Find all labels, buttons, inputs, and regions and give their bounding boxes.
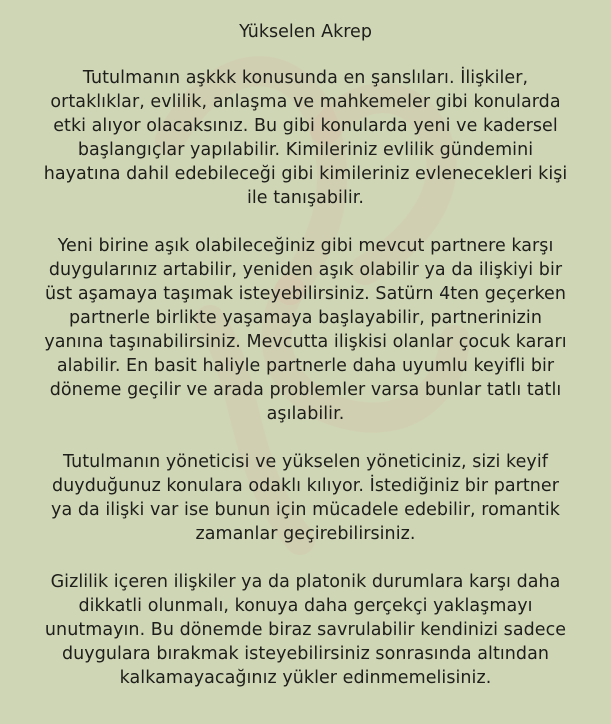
text-line: başlangıçlar yapılabilir. Kimileriniz evlilik gündemini xyxy=(77,140,534,160)
text-line: duygularınız artabilir, yeniden aşık olabilir ya da ilişkiyi bir xyxy=(48,260,563,280)
text-line: zamanlar geçirebilirsiniz. xyxy=(195,524,416,544)
paragraph-3 xyxy=(18,450,593,546)
page-title: Yükselen Akrep xyxy=(239,22,372,42)
text-line: hayatına dahil edebileceği gibi kimileriniz evlenecekleri kişi xyxy=(43,164,568,184)
text-line: etki alıyor olacaksınız. Bu gibi konularda yeni ve kadersel xyxy=(53,116,558,136)
text-line: Tutulmanın aşkkk konusunda en şanslıları. İlişkiler, xyxy=(82,68,529,88)
text-line: Yeni birine aşık olabileceğiniz gibi mevcut partnere karşı xyxy=(57,236,554,256)
text-line: ya da ilişki var ise bunun için mücadele edebilir, romantik xyxy=(51,500,560,520)
text-line: unutmayın. Bu dönemde biraz savrulabilir kendinizi sadece xyxy=(44,620,567,640)
text-line: kalkamayacağınız yükler edinmemelisiniz. xyxy=(119,668,492,688)
text-line: ile tanışabilir. xyxy=(246,188,365,208)
text-line: yanına taşınabilirsiniz. Mevcutta ilişkisi olanlar çocuk kararı xyxy=(44,332,567,352)
paragraph-2 xyxy=(18,234,593,426)
paragraph-4 xyxy=(18,570,593,690)
text-line: Gizlilik içeren ilişkiler ya da platonik durumlara karşı daha xyxy=(50,572,561,592)
text-line: partnerle birlikte yaşamaya başlayabilir, partnerinizin xyxy=(69,308,542,328)
text-line: aşılabilir. xyxy=(266,404,345,424)
text-line: alabilir. En basit haliyle partnerle daha uyumlu keyifli bir xyxy=(56,356,555,376)
text-line: duyduğunuz konulara odaklı kılıyor. İstediğiniz bir partner xyxy=(52,476,559,496)
text-line: döneme geçilir ve arada problemler varsa bunlar tatlı tatlı xyxy=(49,380,562,400)
text-line: duygulara bırakmak isteyebilirsiniz sonrasında altından xyxy=(62,644,549,664)
text-line: dikkatli olunmalı, konuya daha gerçekçi yaklaşmayı xyxy=(78,596,533,616)
paragraph-1 xyxy=(18,66,593,210)
text-line: Tutulmanın yöneticisi ve yükselen yöneticiniz, sizi keyif xyxy=(63,452,548,472)
text-line: ortaklıklar, evlilik, anlaşma ve mahkemeler gibi konularda xyxy=(50,92,561,112)
text-line: üst aşamaya taşımak isteyebilirsiniz. Satürn 4ten geçerken xyxy=(45,284,566,304)
